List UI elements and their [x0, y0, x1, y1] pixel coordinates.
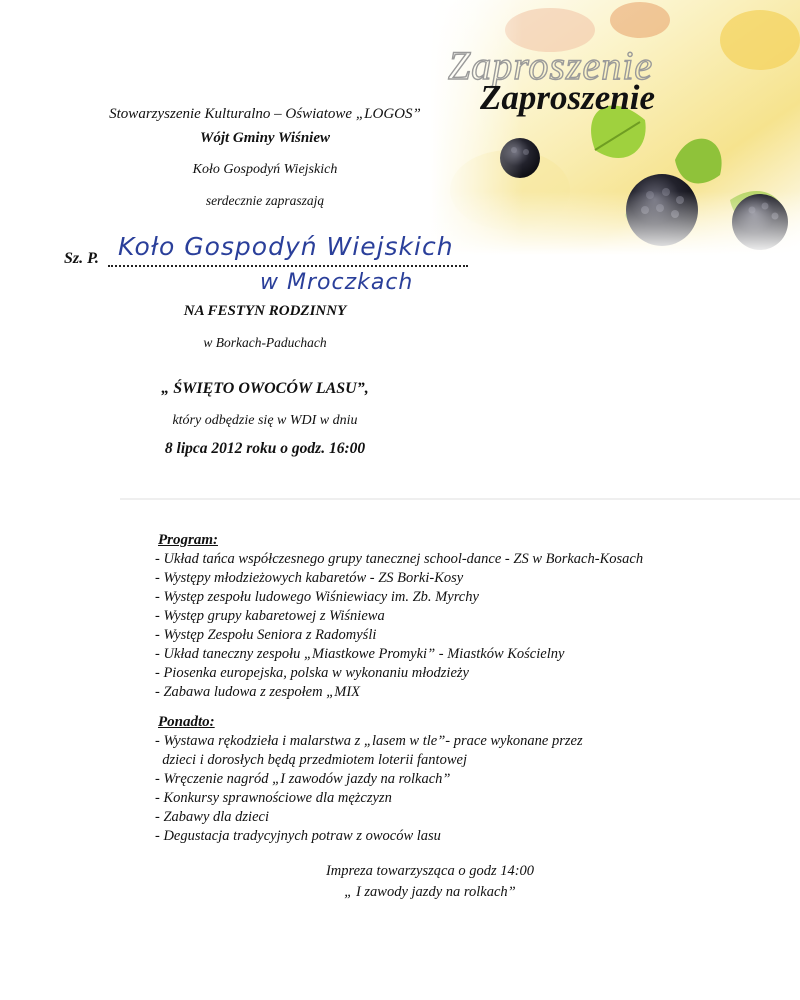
extra-item: - Konkursy sprawnościowe dla mężczyzn — [155, 790, 392, 806]
program-item: - Występ zespołu ludowego Wiśniewiacy im. Zb. Myrchy — [155, 589, 479, 605]
title-outline: Zaproszenie — [448, 43, 654, 88]
recipient-label: Sz. P. — [64, 250, 99, 267]
recipient-line — [108, 265, 468, 267]
extra-item: - Degustacja tradycyjnych potraw z owoców lasu — [155, 828, 441, 844]
berries-photo-icon — [430, 0, 800, 255]
organizer-kgw: Koło Gospodyń Wiejskich — [192, 162, 338, 177]
organizer-logos: Stowarzyszenie Kulturalno – Oświatowe „LOGOS” — [109, 106, 421, 122]
fold-divider — [120, 498, 800, 500]
recipient-handwritten-place: w Mroczkach — [260, 270, 414, 295]
extra-item: - Wręczenie nagród „I zawodów jazdy na rolkach” — [155, 771, 451, 787]
program-item: - Występ Zespołu Seniora z Radomyśli — [155, 627, 377, 643]
event-venue: który odbędzie się w WDI w dniu — [172, 413, 358, 428]
side-event-name: „ I zawody jazdy na rolkach” — [344, 884, 516, 900]
extra-item: - Zabawy dla dzieci — [155, 809, 269, 825]
extra-item: - Wystawa rękodzieła i malarstwa z „lasem w tle”- prace wykonane przez — [155, 733, 583, 749]
event-name: NA FESTYN RODZINNY — [183, 303, 347, 319]
program-item: - Zabawa ludowa z zespołem „MIX — [155, 684, 361, 700]
extra-item: dzieci i dorosłych będą przedmiotem loterii fantowej — [155, 752, 467, 768]
program-item: - Układ tańca współczesnego grupy tanecznej school-dance - ZS w Borkach-Kosach — [155, 551, 644, 567]
side-event-time: Impreza towarzysząca o godz 14:00 — [325, 863, 535, 879]
extra-heading: Ponadto: — [158, 714, 215, 730]
program-item: - Występy młodzieżowych kabaretów - ZS Borki-Kosy — [155, 570, 464, 586]
program-heading: Program: — [158, 532, 218, 548]
page-title: Zaproszenie — [480, 78, 655, 117]
organizer-wojt: Wójt Gminy Wiśniew — [199, 130, 331, 146]
program-item: - Piosenka europejska, polska w wykonaniu młodzieży — [155, 665, 469, 681]
program-item: - Układ taneczny zespołu „Miastkowe Promyki” - Miastków Kościelny — [155, 646, 565, 662]
extra-list — [155, 733, 583, 847]
program-list — [155, 551, 643, 703]
recipient-handwritten-name: Koło Gospodyń Wiejskich — [118, 232, 454, 261]
invite-text: serdecznie zapraszają — [205, 193, 325, 208]
event-date: 8 lipca 2012 roku o godz. 16:00 — [164, 440, 366, 457]
program-item: - Występ grupy kabaretowej z Wiśniewa — [155, 608, 385, 624]
event-title: „ ŚWIĘTO OWOCÓW LASU”, — [161, 380, 369, 397]
event-place: w Borkach-Paduchach — [203, 335, 327, 350]
